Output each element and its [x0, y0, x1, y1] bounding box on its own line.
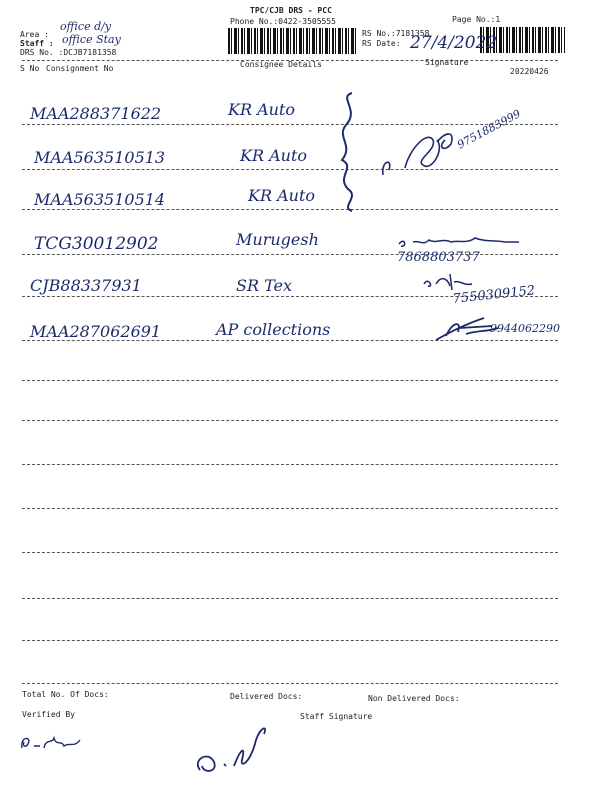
consignee-name-2: KR Auto: [240, 146, 308, 165]
col-s-no: S No: [20, 64, 40, 73]
page-number: Page No.:1: [452, 15, 501, 24]
empty-line: [22, 552, 558, 553]
staff-signature-mark: [190, 720, 280, 780]
barcode-left: [228, 28, 358, 54]
empty-line: [22, 380, 558, 381]
staff-value: office Stay: [62, 33, 121, 46]
sr-tex-phone: 7550309152: [452, 283, 536, 307]
non-delivered-docs-label: Non Delivered Docs:: [368, 694, 460, 703]
total-docs-label: Total No. Of Docs:: [22, 690, 109, 699]
empty-line: [22, 683, 558, 684]
phone-number: Phone No.:0422-3505555: [230, 17, 336, 26]
empty-line: [22, 420, 558, 421]
consignment-number-5: CJB88337931: [30, 276, 142, 295]
row-divider-3: [22, 209, 558, 210]
consignee-name-4: Murugesh: [236, 230, 319, 249]
empty-line: [22, 508, 558, 509]
consignment-number-4: TCG30012902: [34, 234, 159, 254]
report-title: TPC/CJB DRS - PCC: [250, 6, 332, 15]
rs-number: RS No.:7181358: [362, 29, 430, 38]
sr-tex-signature: [420, 270, 480, 292]
consignment-number-2: MAA563510513: [34, 148, 166, 167]
verifier-signature: [18, 730, 88, 754]
ap-collections-phone: 9944062290: [490, 322, 560, 335]
area-label: Area :: [20, 30, 49, 39]
consignment-number-6: MAA287062691: [30, 322, 162, 341]
consignee-name-6: AP collections: [216, 320, 331, 339]
drs-number: DRS No. :DCJB7181358: [20, 48, 117, 57]
consignee-name-1: KR Auto: [228, 100, 296, 119]
empty-line: [22, 598, 558, 599]
rs-date-value: 27/4/2022: [410, 33, 498, 53]
empty-line: [22, 464, 558, 465]
consignee-name-5: SR Tex: [236, 276, 293, 295]
verified-by-label: Verified By: [22, 710, 75, 719]
consignee-name-3: KR Auto: [248, 186, 316, 205]
murugesh-phone: 7868803737: [397, 250, 480, 265]
area-value: office d/y: [60, 20, 112, 33]
delivered-docs-label: Delivered Docs:: [230, 692, 303, 701]
empty-line: [22, 640, 558, 641]
col-signature: Signature: [425, 58, 469, 67]
col-consignee-details: Consignee Details: [240, 60, 322, 69]
kr-auto-phone: 9751883999: [455, 107, 523, 152]
staff-signature-label: Staff Signature: [300, 712, 373, 721]
date-code: 20220426: [510, 67, 549, 76]
consignment-number-1: MAA288371622: [30, 104, 162, 123]
consignment-number-3: MAA563510514: [34, 190, 166, 209]
col-consignment-no: Consignment No: [46, 64, 114, 73]
staff-label: Staff :: [20, 39, 54, 48]
murugesh-signature: [395, 232, 525, 252]
rs-date-label: RS Date:: [362, 39, 401, 48]
kr-auto-signature: [375, 120, 485, 190]
